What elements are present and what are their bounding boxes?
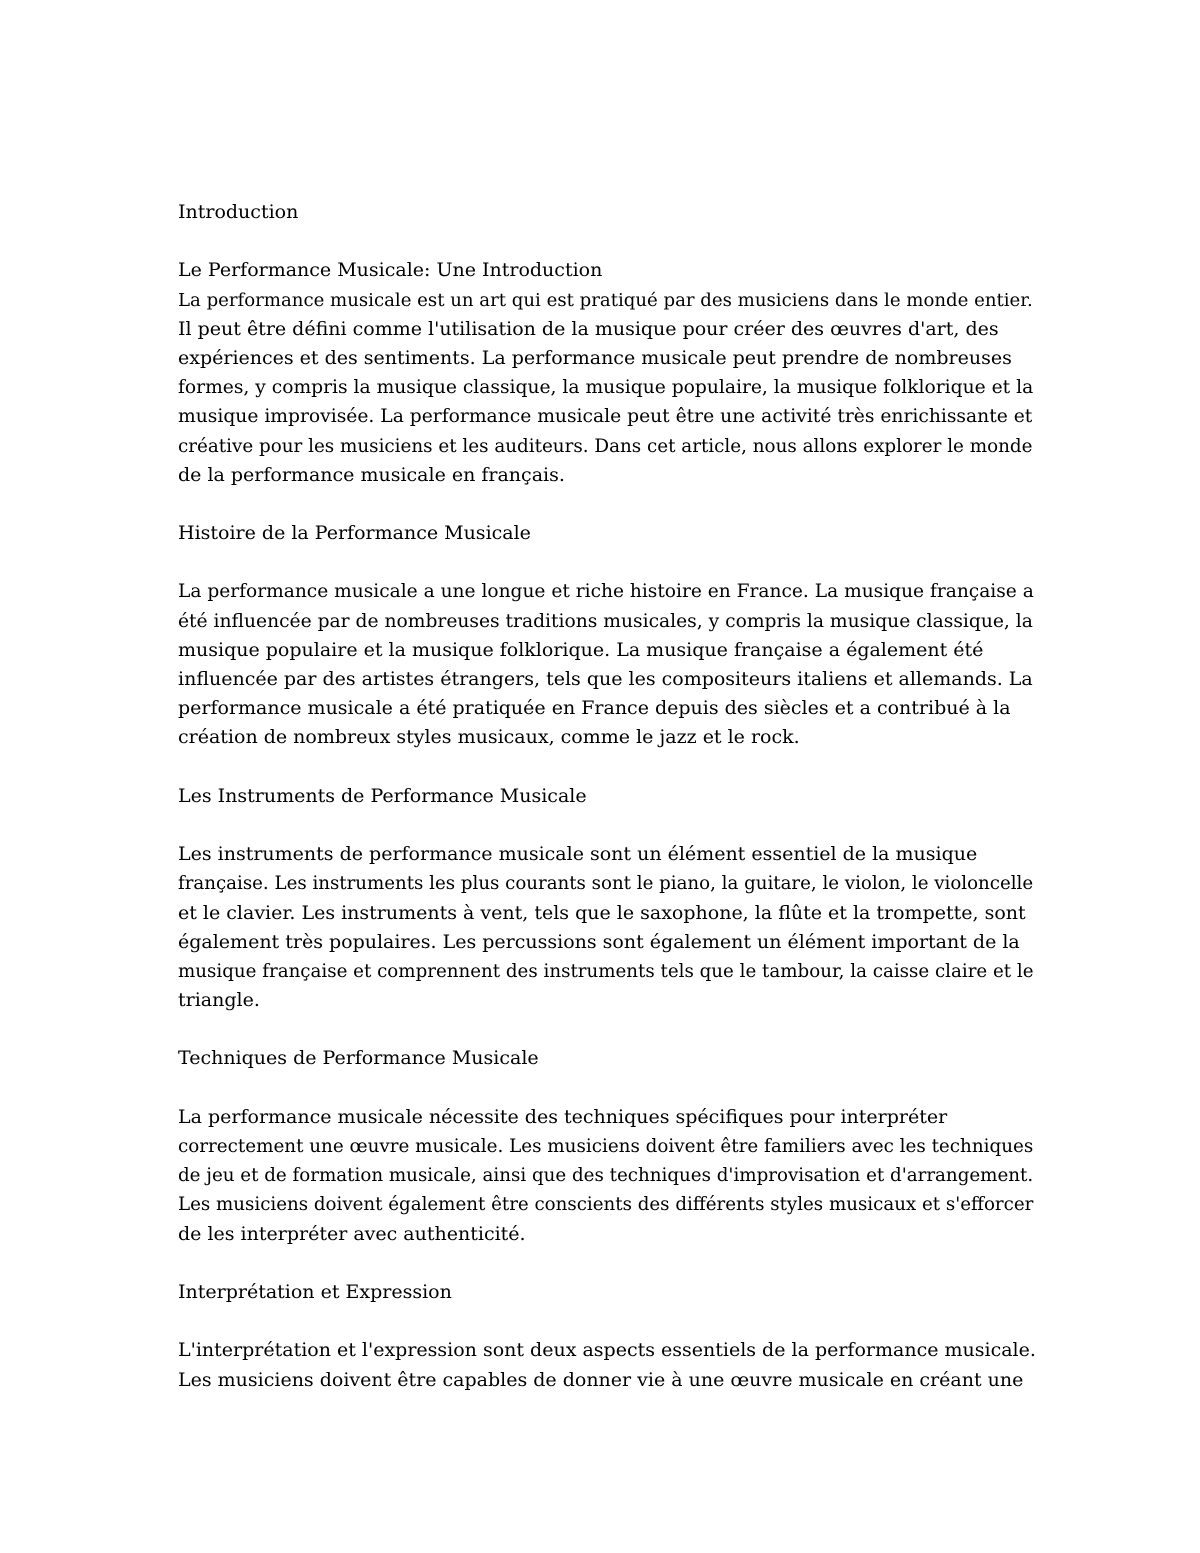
paragraph-line: musique improvisée. La performance musicale peut être une activité très enrichissante et <box>178 406 1033 428</box>
paragraph-line: Les musiciens doivent être capables de donner vie à une œuvre musicale en créant une <box>178 1368 1024 1391</box>
blank-line <box>178 227 1038 256</box>
heading-text: Techniques de Performance Musicale <box>178 1047 539 1070</box>
blank-line <box>178 490 1038 519</box>
paragraph-line: performance musicale a été pratiquée en France depuis des siècles et a contribué à la <box>178 697 1011 720</box>
body-paragraph <box>178 840 1038 1015</box>
blank-line <box>178 1074 1038 1103</box>
paragraph-line: La performance musicale est un art qui est pratiqué par des musiciens dans le monde entier. <box>178 289 1033 311</box>
body-paragraph <box>178 577 1038 752</box>
body-paragraph <box>178 286 1038 490</box>
body-paragraph <box>178 1336 1038 1394</box>
paragraph-line: de jeu et de formation musicale, ainsi que des techniques d'improvisation et d'arrangement. <box>178 1165 1034 1187</box>
paragraph-line: triangle. <box>178 989 260 1012</box>
blank-line <box>178 1249 1038 1278</box>
paragraph-line: de les interpréter avec authenticité. <box>178 1222 526 1245</box>
paragraph-line: également très populaires. Les percussions sont également un élément important de la <box>178 930 1020 953</box>
paragraph-line: L'interprétation et l'expression sont deux aspects essentiels de la performance musicale. <box>178 1339 1036 1362</box>
section-heading <box>178 1044 1038 1073</box>
blank-line <box>178 1015 1038 1044</box>
blank-line <box>178 811 1038 840</box>
section-heading <box>178 256 1038 285</box>
section-heading <box>178 1278 1038 1307</box>
heading-text: Introduction <box>178 201 299 223</box>
paragraph-line: et le clavier. Les instruments à vent, tels que le saxophone, la flûte et la trompette, sont <box>178 901 1026 924</box>
heading-text: Les Instruments de Performance Musicale <box>178 784 587 807</box>
paragraph-line: Les instruments de performance musicale sont un élément essentiel de la musique <box>178 843 978 866</box>
paragraph-line: Les musiciens doivent également être conscients des différents styles musicaux et s'efforcer <box>178 1194 1034 1216</box>
paragraph-line: Il peut être défini comme l'utilisation de la musique pour créer des œuvres d'art, des <box>178 317 999 340</box>
paragraph-line: création de nombreux styles musicaux, comme le jazz et le rock. <box>178 726 800 749</box>
heading-text: Le Performance Musicale: Une Introduction <box>178 259 603 282</box>
body-paragraph <box>178 1103 1038 1249</box>
paragraph-line: correctement une œuvre musicale. Les musiciens doivent être familiers avec les techniques <box>178 1136 1034 1157</box>
paragraph-line: influencée par des artistes étrangers, tels que les compositeurs italiens et allemands. La <box>178 668 1033 690</box>
paragraph-line: créative pour les musiciens et les auditeurs. Dans cet article, nous allons explorer le monde <box>178 435 1033 457</box>
heading-text: Histoire de la Performance Musicale <box>178 522 531 545</box>
paragraph-line: La performance musicale nécessite des techniques spécifiques pour interpréter <box>178 1105 948 1128</box>
section-heading <box>178 519 1038 548</box>
blank-line <box>178 753 1038 782</box>
paragraph-line: française. Les instruments les plus courants sont le piano, la guitare, le violon, le violoncelle <box>178 873 1034 895</box>
document-body <box>178 198 1038 1395</box>
paragraph-line: musique française et comprennent des instruments tels que le tambour, la caisse claire et le <box>178 960 1034 982</box>
paragraph-line: été influencée par de nombreuses traditions musicales, y compris la musique classique, la <box>178 610 1033 632</box>
blank-line <box>178 1307 1038 1336</box>
paragraph-line: musique populaire et la musique folklorique. La musique française a également été <box>178 638 984 661</box>
blank-line <box>178 548 1038 577</box>
section-heading <box>178 782 1038 811</box>
paragraph-line: expériences et des sentiments. La performance musicale peut prendre de nombreuses <box>178 346 1012 369</box>
heading-text: Interprétation et Expression <box>178 1280 452 1303</box>
paragraph-line: de la performance musicale en français. <box>178 463 565 486</box>
section-heading <box>178 198 1038 227</box>
paragraph-line: La performance musicale a une longue et riche histoire en France. La musique française a <box>178 581 1034 603</box>
paragraph-line: formes, y compris la musique classique, la musique populaire, la musique folklorique et la <box>178 377 1034 399</box>
